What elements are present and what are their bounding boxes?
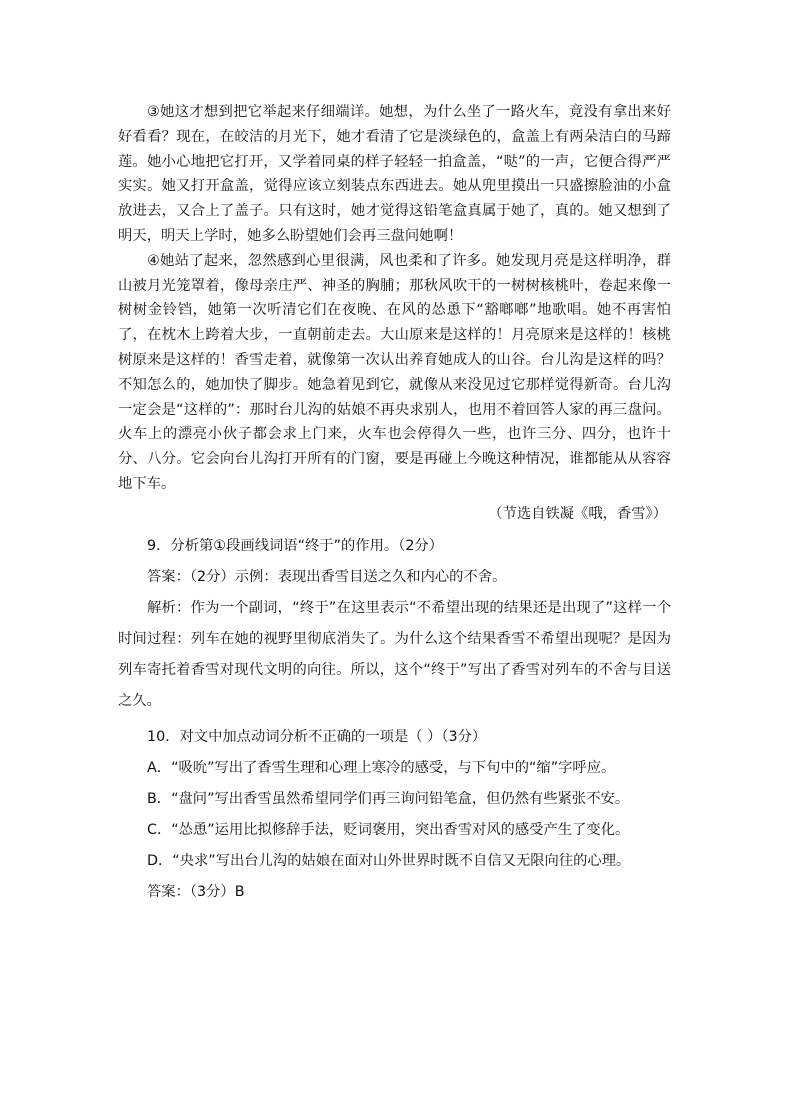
document-body bbox=[118, 100, 671, 908]
question-9-analysis: 解析：作为一个副词，“终于”在这里表示“不希望出现的结果还是出现了”这样一个时间过程：列车在她的视野里彻底消失了。为什么这个结果香雪不希望出现呢？是因为列车寄托着香雪对现代文明的向往。所以，这个“终于”写出了香雪对列车的不舍与目送之久。 bbox=[118, 599, 671, 709]
question-10: 10．对文中加点动词分析不正确的一项是（ ）（3分） bbox=[147, 728, 487, 745]
question-9-answer: 答案：（2分）示例：表现出香雪目送之久和内心的不舍。 bbox=[147, 568, 507, 585]
question-9: 9．分析第①段画线词语“终于”的作用。（2分） bbox=[147, 537, 444, 554]
question-10-option-d: D．“央求”写出台儿沟的姑娘在面对山外世界时既不自信又无限向往的心理。 bbox=[147, 852, 631, 869]
question-10-option-b: B．“盘问”写出香雪虽然希望同学们再三询问铅笔盒，但仍然有些紧张不安。 bbox=[147, 790, 630, 807]
question-10-option-a: A．“吸吮”写出了香雪生理和心理上寒冷的感受，与下句中的“缩”字呼应。 bbox=[147, 759, 616, 776]
passage-paragraph-4: ④她站了起来，忽然感到心里很满，风也柔和了许多。她发现月亮是这样明净，群山被月光笼罩着，像母亲庄严、神圣的胸脯；那秋风吹干的一树树核桃叶，卷起来像一树树金铃铛，她第一次听清它们在夜晚、在风的怂恿下“豁啷啷”地歌唱。她不再害怕了，在枕木上跨着大步，一直朝前走去。大山原来是这样的！月亮原来是这样的！核桃树原来是这样的！香雪走着，就像第一次认出养育她成人的山谷。台儿沟是这样的吗？不知怎么的，她加快了脚步。她急着见到它，就像从来没见过它那样觉得新奇。台儿沟一定会是“这样的”：那时台儿沟的姑娘不再央求别人，也用不着回答人家的再三盘问。火车上的漂亮小伙子都会求上门来，火车也会停得久一些，也许三分、四分，也许十分、八分。它会向台儿沟打开所有的门窗，要是再碰上今晚这种情况，谁都能从从容容地下车。 bbox=[118, 252, 671, 492]
question-10-option-c: C．“怂恿”运用比拟修辞手法，贬词褒用，突出香雪对风的感受产生了变化。 bbox=[147, 821, 630, 838]
passage-source: （节选自铁凝《哦，香雪》） bbox=[488, 505, 667, 522]
passage-paragraph-3: ③她这才想到把它举起来仔细端详。她想，为什么坐了一路火车，竟没有拿出来好好看看？现在，在皎洁的月光下，她才看清了它是淡绿色的，盒盖上有两朵洁白的马蹄莲。她小心地把它打开，又学着同桌的样子轻轻一拍盒盖，“哒”的一声，它便合得严严实实。她又打开盒盖，觉得应该立刻装点东西进去。她从兜里摸出一只盛擦脸油的小盒放进去，又合上了盖子。只有这时，她才觉得这铅笔盒真属于她了，真的。她又想到了明天，明天上学时，她多么盼望她们会再三盘问她啊！ bbox=[118, 104, 671, 244]
question-10-answer: 答案：（3分）B bbox=[147, 883, 245, 900]
